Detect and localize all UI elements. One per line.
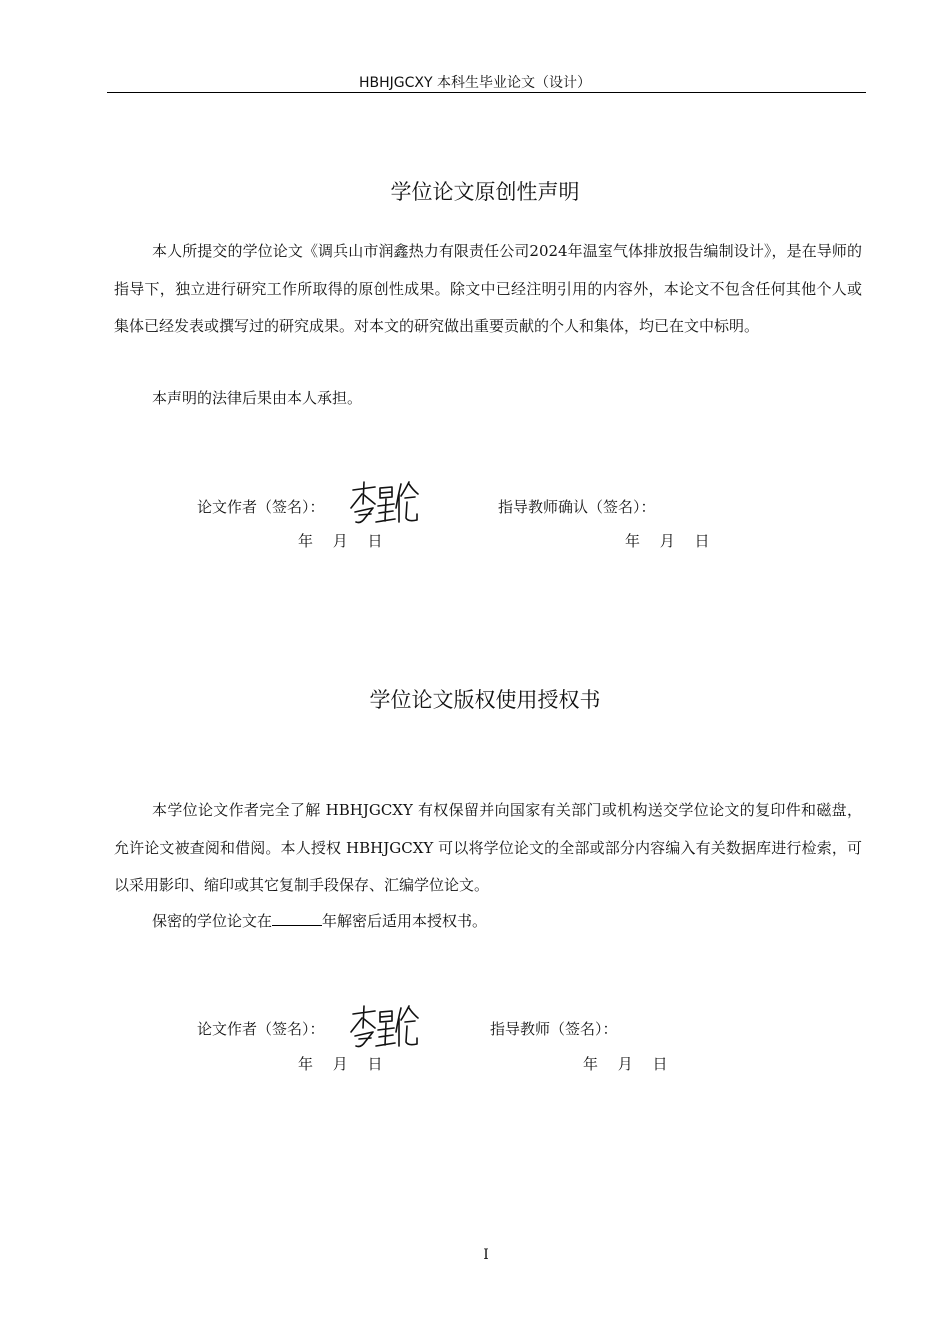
year-blank — [272, 911, 322, 926]
advisor-date-2: 年 月 日 — [583, 1055, 668, 1073]
confidential-suffix: 年解密后适用本授权书。 — [322, 912, 488, 930]
author-signature-image — [347, 478, 419, 528]
advisor-signature-label: 指导教师（签名）： — [490, 1020, 618, 1038]
originality-liability: 本声明的法律后果由本人承担。 — [152, 389, 363, 407]
confidential-line — [152, 910, 487, 931]
author-signature-image-2 — [347, 1002, 419, 1052]
page-header: HBHJGCXY 本科生毕业论文（设计） — [358, 75, 591, 91]
author-date-2: 年 月 日 — [298, 1055, 383, 1073]
author-date: 年 月 日 — [298, 532, 383, 550]
author-signature-label-2: 论文作者（签名）： — [197, 1020, 325, 1038]
page-number: I — [483, 1247, 489, 1263]
author-signature-label: 论文作者（签名）： — [197, 498, 325, 516]
authorization-title: 学位论文版权使用授权书 — [369, 688, 601, 712]
originality-title: 学位论文原创性声明 — [390, 180, 580, 204]
advisor-confirm-label: 指导教师确认（签名）： — [498, 498, 656, 516]
header-rule — [107, 92, 866, 93]
authorization-paragraph: 本学位论文作者完全了解 HBHJGCXY 有权保留并向国家有关部门或机构送交学位论文的复印件和磁盘，允许论文被查阅和借阅。本人授权 HBHJGCXY 可以将学位论文的全部或部分内容编入有关数据库进行检索，可以采用影印、缩印或其它复制手段保存、汇编学位论文。 — [114, 801, 862, 894]
advisor-date: 年 月 日 — [625, 532, 710, 550]
originality-paragraph: 本人所提交的学位论文《调兵山市润鑫热力有限责任公司2024年温室气体排放报告编制设计》，是在导师的指导下，独立进行研究工作所取得的原创性成果。除文中已经注明引用的内容外，本论文不包含任何其他个人或集体已经发表或撰写过的研究成果。对本文的研究做出重要贡献的个人和集体，均已在文中标明。 — [114, 242, 862, 335]
confidential-prefix: 保密的学位论文在 — [152, 912, 273, 930]
